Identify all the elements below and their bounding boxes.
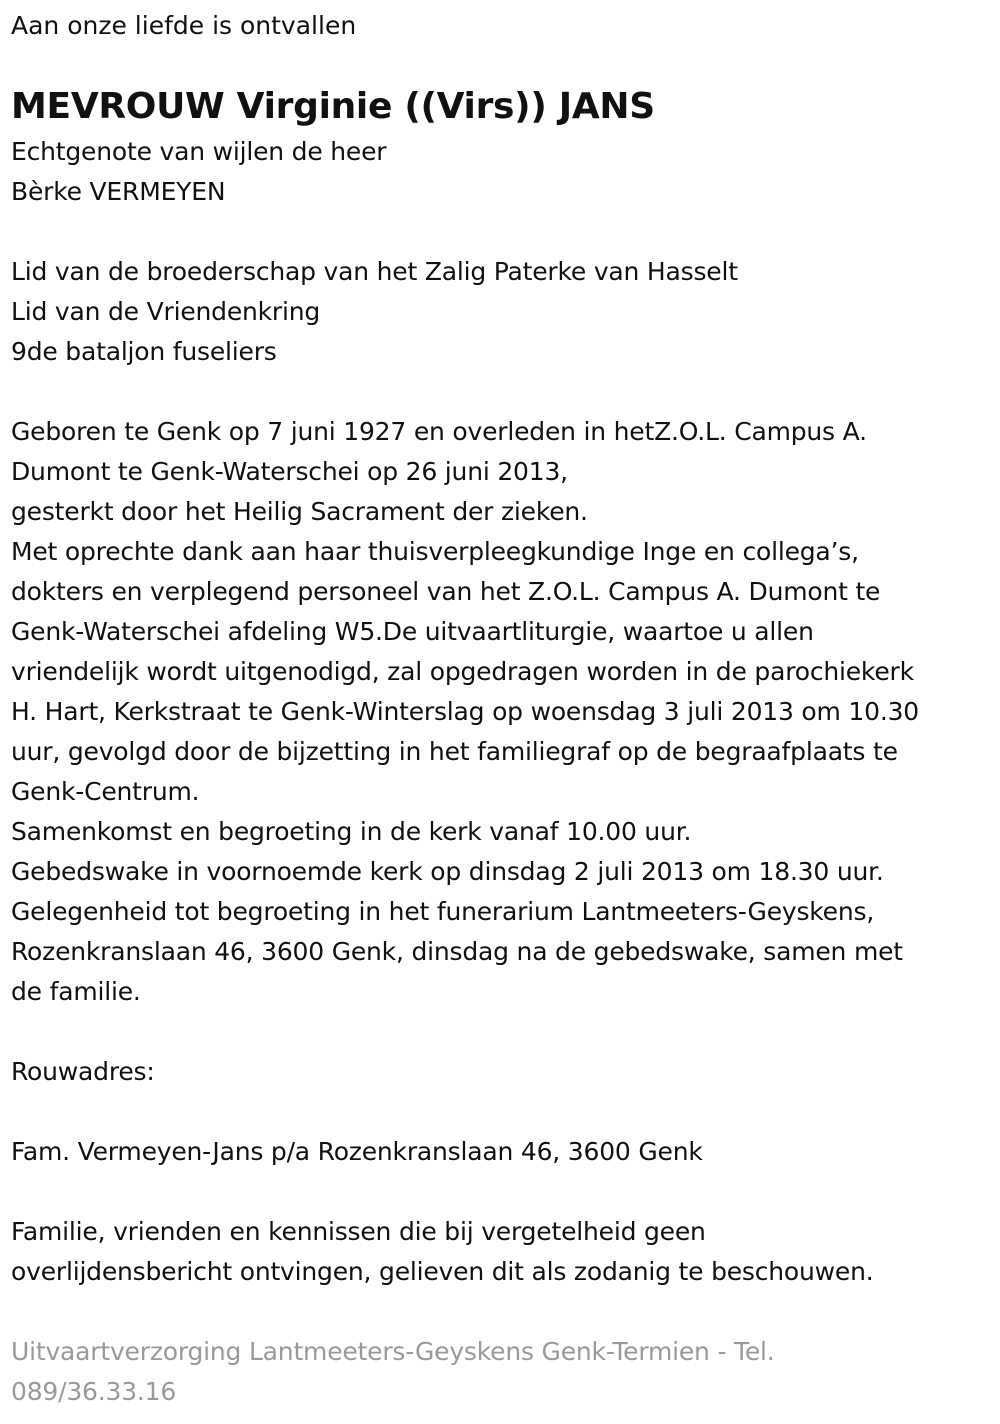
spacer (11, 372, 1000, 412)
detail-line: Gelegenheid tot begroeting in het funerarium Lantmeeters-Geyskens, (11, 897, 875, 926)
detail-line: vriendelijk wordt uitgenodigd, zal opgedragen worden in de parochiekerk (11, 657, 914, 686)
spouse-name: Bèrke VERMEYEN (11, 177, 226, 206)
spouse-line: Echtgenote van wijlen de heer (11, 137, 387, 166)
detail-line: Genk-Centrum. (11, 777, 200, 806)
detail-line: H. Hart, Kerkstraat te Genk-Winterslag op woensdag 3 juli 2013 om 10.30 (11, 697, 919, 726)
notice-line: overlijdensbericht ontvingen, gelieven dit als zodanig te beschouwen. (11, 1257, 874, 1286)
detail-line: Rozenkranslaan 46, 3600 Genk, dinsdag na de gebedswake, samen met (11, 937, 903, 966)
detail-line: Met oprechte dank aan haar thuisverpleegkundige Inge en collega’s, (11, 537, 859, 566)
detail-line: Geboren te Genk op 7 juni 1927 en overleden in hetZ.O.L. Campus A. (11, 417, 867, 446)
detail-line: Dumont te Genk-Waterschei op 26 juni 2013, (11, 457, 568, 486)
spacer (11, 1292, 1000, 1332)
intro-line: Aan onze liefde is ontvallen (11, 11, 357, 40)
detail-line: dokters en verplegend personeel van het Z.O.L. Campus A. Dumont te (11, 577, 881, 606)
spacer (11, 212, 1000, 252)
mourning-address: Fam. Vermeyen-Jans p/a Rozenkranslaan 46, 3600 Genk (11, 1137, 703, 1166)
detail-line: Samenkomst en begroeting in de kerk vanaf 10.00 uur. (11, 817, 692, 846)
spacer (11, 1092, 1000, 1132)
deceased-name: MEVROUW Virginie ((Virs)) JANS (11, 86, 655, 127)
detail-line: Genk-Waterschei afdeling W5.De uitvaartliturgie, waartoe u allen (11, 617, 814, 646)
funeral-home-phone: 089/36.33.16 (11, 1377, 177, 1406)
detail-line: gesterkt door het Heilig Sacrament der zieken. (11, 497, 588, 526)
membership-line: 9de bataljon fuseliers (11, 337, 277, 366)
membership-line: Lid van de Vriendenkring (11, 297, 321, 326)
detail-line: Gebedswake in voornoemde kerk op dinsdag 2 juli 2013 om 18.30 uur. (11, 857, 884, 886)
mourning-address-label: Rouwadres: (11, 1057, 155, 1086)
spacer (11, 1172, 1000, 1212)
notice-line: Familie, vrienden en kennissen die bij vergetelheid geen (11, 1217, 706, 1246)
spacer (11, 1012, 1000, 1052)
funeral-home-footer: Uitvaartverzorging Lantmeeters-Geyskens Genk-Termien - Tel. (11, 1337, 775, 1366)
detail-line: de familie. (11, 977, 141, 1006)
detail-line: uur, gevolgd door de bijzetting in het familiegraf op de begraafplaats te (11, 737, 898, 766)
membership-line: Lid van de broederschap van het Zalig Paterke van Hasselt (11, 257, 738, 286)
